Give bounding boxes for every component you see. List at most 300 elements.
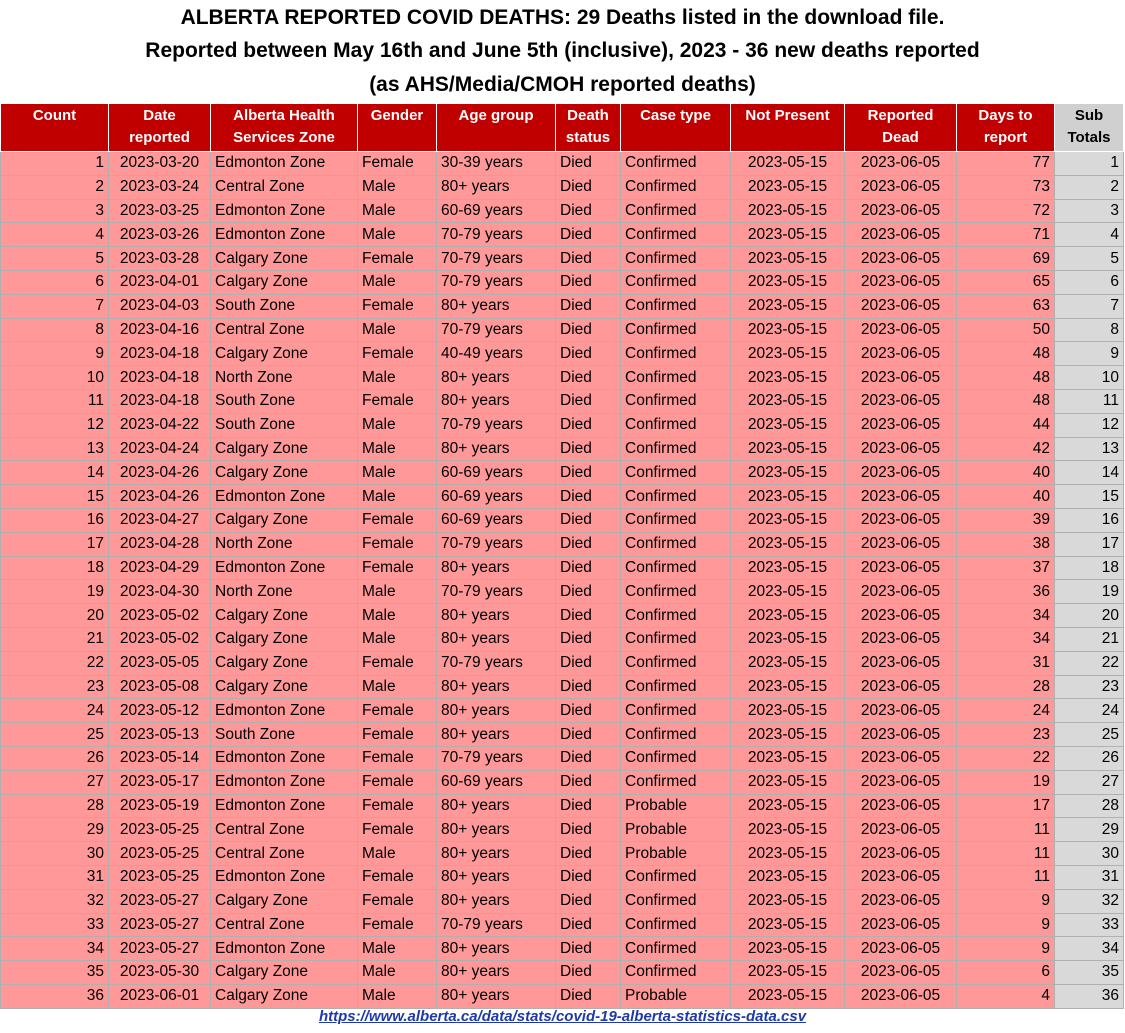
cell-reported-dead: 2023-06-05 [845, 152, 957, 176]
cell-count: 27 [1, 770, 109, 794]
header-reported-dead [845, 104, 957, 152]
cell-age-group: 80+ years [437, 937, 556, 961]
header-days-to-report-line: Days to [978, 107, 1033, 124]
cell-not-present: 2023-05-15 [731, 223, 845, 247]
cell-not-present: 2023-05-15 [731, 389, 845, 413]
cell-reported-dead: 2023-06-05 [845, 984, 957, 1008]
table-row [1, 604, 1124, 628]
cell-age-group: 80+ years [437, 294, 556, 318]
header-death-status [556, 104, 621, 152]
cell-case-type: Confirmed [621, 770, 731, 794]
cell-sub-totals: 12 [1055, 413, 1124, 437]
cell-days-to-report: 23 [957, 723, 1055, 747]
cell-reported-dead: 2023-06-05 [845, 961, 957, 985]
cell-zone: Central Zone [211, 175, 358, 199]
cell-reported-dead: 2023-06-05 [845, 270, 957, 294]
cell-age-group: 80+ years [437, 627, 556, 651]
cell-count: 1 [1, 152, 109, 176]
cell-not-present: 2023-05-15 [731, 651, 845, 675]
cell-sub-totals: 28 [1055, 794, 1124, 818]
cell-sub-totals: 2 [1055, 175, 1124, 199]
cell-reported-dead: 2023-06-05 [845, 794, 957, 818]
cell-count: 7 [1, 294, 109, 318]
cell-count: 19 [1, 580, 109, 604]
report-note: (as AHS/Media/CMOH reported deaths) [369, 73, 756, 96]
cell-count: 21 [1, 627, 109, 651]
cell-death-status: Died [556, 389, 621, 413]
cell-sub-totals: 34 [1055, 937, 1124, 961]
cell-zone: North Zone [211, 366, 358, 390]
header-zone [211, 104, 358, 152]
table-row [1, 485, 1124, 509]
cell-count: 4 [1, 223, 109, 247]
cell-reported-dead: 2023-06-05 [845, 175, 957, 199]
cell-reported-dead: 2023-06-05 [845, 247, 957, 271]
cell-reported-dead: 2023-06-05 [845, 437, 957, 461]
cell-death-status: Died [556, 961, 621, 985]
cell-not-present: 2023-05-15 [731, 723, 845, 747]
cell-death-status: Died [556, 366, 621, 390]
cell-not-present: 2023-05-15 [731, 413, 845, 437]
cell-zone: Central Zone [211, 913, 358, 937]
cell-not-present: 2023-05-15 [731, 437, 845, 461]
cell-date-reported: 2023-04-30 [109, 580, 211, 604]
header-row [1, 104, 1124, 152]
header-days-to-report [957, 104, 1055, 152]
cell-not-present: 2023-05-15 [731, 485, 845, 509]
cell-zone: Calgary Zone [211, 270, 358, 294]
cell-count: 30 [1, 842, 109, 866]
cell-not-present: 2023-05-15 [731, 889, 845, 913]
header-sub-totals-line: Sub [1074, 107, 1104, 124]
cell-date-reported: 2023-04-18 [109, 389, 211, 413]
cell-gender: Female [358, 342, 437, 366]
cell-not-present: 2023-05-15 [731, 865, 845, 889]
cell-count: 6 [1, 270, 109, 294]
cell-death-status: Died [556, 604, 621, 628]
cell-age-group: 70-79 years [437, 270, 556, 294]
table-row [1, 770, 1124, 794]
cell-age-group: 70-79 years [437, 318, 556, 342]
cell-gender: Male [358, 627, 437, 651]
cell-reported-dead: 2023-06-05 [845, 699, 957, 723]
cell-death-status: Died [556, 865, 621, 889]
table-row [1, 961, 1124, 985]
cell-death-status: Died [556, 270, 621, 294]
cell-case-type: Probable [621, 818, 731, 842]
cell-gender: Male [358, 175, 437, 199]
cell-count: 12 [1, 413, 109, 437]
cell-reported-dead: 2023-06-05 [845, 223, 957, 247]
cell-days-to-report: 40 [957, 461, 1055, 485]
cell-sub-totals: 8 [1055, 318, 1124, 342]
cell-death-status: Died [556, 723, 621, 747]
cell-death-status: Died [556, 199, 621, 223]
cell-date-reported: 2023-05-25 [109, 842, 211, 866]
cell-not-present: 2023-05-15 [731, 366, 845, 390]
cell-count: 36 [1, 984, 109, 1008]
cell-count: 14 [1, 461, 109, 485]
table-row [1, 223, 1124, 247]
cell-date-reported: 2023-05-02 [109, 627, 211, 651]
cell-case-type: Confirmed [621, 937, 731, 961]
cell-zone: Edmonton Zone [211, 746, 358, 770]
cell-sub-totals: 32 [1055, 889, 1124, 913]
cell-gender: Female [358, 818, 437, 842]
cell-age-group: 70-79 years [437, 746, 556, 770]
cell-not-present: 2023-05-15 [731, 199, 845, 223]
cell-count: 16 [1, 508, 109, 532]
cell-sub-totals: 6 [1055, 270, 1124, 294]
cell-zone: South Zone [211, 723, 358, 747]
cell-not-present: 2023-05-15 [731, 580, 845, 604]
cell-date-reported: 2023-04-03 [109, 294, 211, 318]
cell-not-present: 2023-05-15 [731, 699, 845, 723]
cell-death-status: Died [556, 794, 621, 818]
cell-date-reported: 2023-03-20 [109, 152, 211, 176]
table-header [1, 104, 1124, 152]
cell-sub-totals: 36 [1055, 984, 1124, 1008]
cell-sub-totals: 3 [1055, 199, 1124, 223]
cell-zone: Central Zone [211, 318, 358, 342]
cell-age-group: 80+ years [437, 699, 556, 723]
cell-days-to-report: 48 [957, 366, 1055, 390]
cell-gender: Female [358, 651, 437, 675]
cell-days-to-report: 17 [957, 794, 1055, 818]
cell-count: 35 [1, 961, 109, 985]
cell-date-reported: 2023-03-26 [109, 223, 211, 247]
cell-days-to-report: 44 [957, 413, 1055, 437]
table-row [1, 556, 1124, 580]
cell-death-status: Died [556, 770, 621, 794]
cell-count: 23 [1, 675, 109, 699]
cell-count: 15 [1, 485, 109, 509]
cell-gender: Female [358, 913, 437, 937]
cell-sub-totals: 7 [1055, 294, 1124, 318]
cell-zone: Edmonton Zone [211, 937, 358, 961]
cell-gender: Female [358, 865, 437, 889]
cell-days-to-report: 40 [957, 485, 1055, 509]
table-row [1, 699, 1124, 723]
header-gender-line: Gender [370, 107, 424, 124]
cell-count: 18 [1, 556, 109, 580]
header-sub-totals [1055, 104, 1124, 152]
cell-gender: Female [358, 723, 437, 747]
source-link[interactable]: https://www.alberta.ca/data/stats/covid-19-alberta-statistics-data.csv [318, 1008, 807, 1025]
cell-count: 32 [1, 889, 109, 913]
cell-zone: North Zone [211, 580, 358, 604]
cell-count: 8 [1, 318, 109, 342]
report-titles [0, 0, 1125, 102]
cell-sub-totals: 35 [1055, 961, 1124, 985]
cell-reported-dead: 2023-06-05 [845, 651, 957, 675]
header-not-present-line: Not Present [745, 107, 830, 124]
table-row [1, 675, 1124, 699]
cell-date-reported: 2023-05-08 [109, 675, 211, 699]
table-row [1, 627, 1124, 651]
cell-gender: Female [358, 699, 437, 723]
cell-count: 20 [1, 604, 109, 628]
cell-zone: Calgary Zone [211, 675, 358, 699]
cell-zone: South Zone [211, 413, 358, 437]
cell-not-present: 2023-05-15 [731, 818, 845, 842]
cell-days-to-report: 36 [957, 580, 1055, 604]
cell-date-reported: 2023-04-16 [109, 318, 211, 342]
cell-age-group: 80+ years [437, 675, 556, 699]
cell-zone: Calgary Zone [211, 342, 358, 366]
cell-reported-dead: 2023-06-05 [845, 485, 957, 509]
cell-death-status: Died [556, 152, 621, 176]
header-age-group [437, 104, 556, 152]
cell-not-present: 2023-05-15 [731, 937, 845, 961]
cell-gender: Male [358, 984, 437, 1008]
cell-age-group: 80+ years [437, 865, 556, 889]
cell-reported-dead: 2023-06-05 [845, 580, 957, 604]
cell-date-reported: 2023-05-12 [109, 699, 211, 723]
header-reported-dead-line: Dead [882, 129, 919, 146]
cell-death-status: Died [556, 532, 621, 556]
cell-date-reported: 2023-03-25 [109, 199, 211, 223]
cell-age-group: 70-79 years [437, 413, 556, 437]
header-case-type-line: Case type [640, 107, 711, 124]
table-row [1, 247, 1124, 271]
cell-count: 11 [1, 389, 109, 413]
cell-reported-dead: 2023-06-05 [845, 413, 957, 437]
table-row [1, 794, 1124, 818]
header-count [1, 104, 109, 152]
cell-days-to-report: 69 [957, 247, 1055, 271]
cell-count: 29 [1, 818, 109, 842]
cell-death-status: Died [556, 461, 621, 485]
cell-date-reported: 2023-05-30 [109, 961, 211, 985]
table-row [1, 889, 1124, 913]
report-title: ALBERTA REPORTED COVID DEATHS: 29 Deaths listed in the download file. [180, 6, 945, 29]
cell-count: 28 [1, 794, 109, 818]
cell-not-present: 2023-05-15 [731, 294, 845, 318]
cell-age-group: 60-69 years [437, 461, 556, 485]
cell-reported-dead: 2023-06-05 [845, 318, 957, 342]
cell-days-to-report: 48 [957, 389, 1055, 413]
cell-not-present: 2023-05-15 [731, 318, 845, 342]
cell-not-present: 2023-05-15 [731, 532, 845, 556]
cell-zone: Central Zone [211, 818, 358, 842]
cell-not-present: 2023-05-15 [731, 461, 845, 485]
cell-sub-totals: 17 [1055, 532, 1124, 556]
cell-death-status: Died [556, 556, 621, 580]
cell-death-status: Died [556, 485, 621, 509]
cell-sub-totals: 29 [1055, 818, 1124, 842]
cell-sub-totals: 27 [1055, 770, 1124, 794]
table-row [1, 746, 1124, 770]
cell-case-type: Confirmed [621, 247, 731, 271]
cell-age-group: 70-79 years [437, 247, 556, 271]
cell-not-present: 2023-05-15 [731, 984, 845, 1008]
cell-sub-totals: 31 [1055, 865, 1124, 889]
cell-zone: Calgary Zone [211, 961, 358, 985]
cell-reported-dead: 2023-06-05 [845, 913, 957, 937]
cell-age-group: 80+ years [437, 961, 556, 985]
cell-days-to-report: 77 [957, 152, 1055, 176]
cell-case-type: Confirmed [621, 485, 731, 509]
cell-count: 3 [1, 199, 109, 223]
table-row [1, 865, 1124, 889]
cell-case-type: Confirmed [621, 723, 731, 747]
table-row [1, 366, 1124, 390]
cell-case-type: Confirmed [621, 627, 731, 651]
cell-death-status: Died [556, 651, 621, 675]
cell-count: 10 [1, 366, 109, 390]
cell-not-present: 2023-05-15 [731, 770, 845, 794]
header-age-group-line: Age group [458, 107, 534, 124]
table-row [1, 199, 1124, 223]
cell-age-group: 80+ years [437, 842, 556, 866]
cell-gender: Male [358, 270, 437, 294]
cell-sub-totals: 16 [1055, 508, 1124, 532]
table-row [1, 723, 1124, 747]
cell-age-group: 60-69 years [437, 199, 556, 223]
cell-case-type: Confirmed [621, 699, 731, 723]
cell-count: 31 [1, 865, 109, 889]
cell-zone: Calgary Zone [211, 508, 358, 532]
cell-death-status: Died [556, 818, 621, 842]
cell-gender: Male [358, 675, 437, 699]
cell-death-status: Died [556, 675, 621, 699]
cell-reported-dead: 2023-06-05 [845, 508, 957, 532]
cell-reported-dead: 2023-06-05 [845, 532, 957, 556]
cell-zone: North Zone [211, 532, 358, 556]
cell-death-status: Died [556, 318, 621, 342]
cell-age-group: 40-49 years [437, 342, 556, 366]
cell-date-reported: 2023-04-22 [109, 413, 211, 437]
cell-sub-totals: 11 [1055, 389, 1124, 413]
cell-death-status: Died [556, 913, 621, 937]
cell-gender: Female [358, 389, 437, 413]
cell-not-present: 2023-05-15 [731, 746, 845, 770]
cell-case-type: Probable [621, 842, 731, 866]
cell-reported-dead: 2023-06-05 [845, 865, 957, 889]
cell-death-status: Died [556, 175, 621, 199]
cell-zone: South Zone [211, 294, 358, 318]
header-death-status-line: status [565, 129, 611, 146]
cell-days-to-report: 34 [957, 604, 1055, 628]
table-row [1, 937, 1124, 961]
cell-age-group: 80+ years [437, 556, 556, 580]
cell-not-present: 2023-05-15 [731, 627, 845, 651]
cell-zone: Central Zone [211, 842, 358, 866]
table-row [1, 842, 1124, 866]
cell-date-reported: 2023-05-25 [109, 818, 211, 842]
table-row [1, 508, 1124, 532]
cell-reported-dead: 2023-06-05 [845, 342, 957, 366]
cell-gender: Male [358, 842, 437, 866]
cell-sub-totals: 18 [1055, 556, 1124, 580]
cell-date-reported: 2023-05-19 [109, 794, 211, 818]
header-count-line: Count [32, 107, 77, 124]
cell-case-type: Confirmed [621, 461, 731, 485]
cell-zone: South Zone [211, 389, 358, 413]
cell-case-type: Confirmed [621, 318, 731, 342]
header-death-status-line: Death [567, 107, 609, 124]
cell-days-to-report: 24 [957, 699, 1055, 723]
cell-days-to-report: 42 [957, 437, 1055, 461]
cell-gender: Male [358, 318, 437, 342]
cell-reported-dead: 2023-06-05 [845, 366, 957, 390]
cell-gender: Male [358, 961, 437, 985]
cell-case-type: Confirmed [621, 199, 731, 223]
cell-date-reported: 2023-05-27 [109, 889, 211, 913]
cell-date-reported: 2023-04-28 [109, 532, 211, 556]
cell-case-type: Probable [621, 984, 731, 1008]
cell-gender: Female [358, 889, 437, 913]
cell-days-to-report: 63 [957, 294, 1055, 318]
table-row [1, 294, 1124, 318]
cell-gender: Male [358, 604, 437, 628]
cell-days-to-report: 19 [957, 770, 1055, 794]
cell-gender: Male [358, 937, 437, 961]
cell-date-reported: 2023-05-13 [109, 723, 211, 747]
header-days-to-report-line: report [983, 129, 1028, 146]
cell-age-group: 70-79 years [437, 223, 556, 247]
cell-death-status: Died [556, 247, 621, 271]
cell-age-group: 80+ years [437, 723, 556, 747]
cell-age-group: 80+ years [437, 389, 556, 413]
cell-date-reported: 2023-05-27 [109, 913, 211, 937]
cell-days-to-report: 37 [957, 556, 1055, 580]
cell-reported-dead: 2023-06-05 [845, 842, 957, 866]
cell-days-to-report: 38 [957, 532, 1055, 556]
cell-not-present: 2023-05-15 [731, 794, 845, 818]
cell-days-to-report: 39 [957, 508, 1055, 532]
cell-reported-dead: 2023-06-05 [845, 294, 957, 318]
cell-age-group: 70-79 years [437, 913, 556, 937]
cell-case-type: Confirmed [621, 604, 731, 628]
cell-count: 34 [1, 937, 109, 961]
cell-case-type: Confirmed [621, 913, 731, 937]
cell-death-status: Died [556, 627, 621, 651]
cell-case-type: Confirmed [621, 342, 731, 366]
cell-case-type: Probable [621, 794, 731, 818]
cell-reported-dead: 2023-06-05 [845, 389, 957, 413]
cell-not-present: 2023-05-15 [731, 556, 845, 580]
cell-not-present: 2023-05-15 [731, 152, 845, 176]
cell-count: 33 [1, 913, 109, 937]
cell-days-to-report: 9 [957, 889, 1055, 913]
cell-count: 25 [1, 723, 109, 747]
cell-date-reported: 2023-05-27 [109, 937, 211, 961]
cell-days-to-report: 48 [957, 342, 1055, 366]
cell-date-reported: 2023-03-28 [109, 247, 211, 271]
cell-sub-totals: 9 [1055, 342, 1124, 366]
cell-gender: Female [358, 152, 437, 176]
cell-death-status: Died [556, 984, 621, 1008]
cell-case-type: Confirmed [621, 413, 731, 437]
cell-case-type: Confirmed [621, 437, 731, 461]
cell-reported-dead: 2023-06-05 [845, 556, 957, 580]
cell-date-reported: 2023-04-26 [109, 485, 211, 509]
cell-date-reported: 2023-04-29 [109, 556, 211, 580]
cell-sub-totals: 14 [1055, 461, 1124, 485]
deaths-table [0, 103, 1124, 1009]
cell-date-reported: 2023-05-17 [109, 770, 211, 794]
cell-sub-totals: 5 [1055, 247, 1124, 271]
cell-days-to-report: 11 [957, 818, 1055, 842]
cell-date-reported: 2023-04-27 [109, 508, 211, 532]
cell-count: 17 [1, 532, 109, 556]
table-row [1, 461, 1124, 485]
cell-sub-totals: 20 [1055, 604, 1124, 628]
cell-death-status: Died [556, 294, 621, 318]
cell-case-type: Confirmed [621, 746, 731, 770]
